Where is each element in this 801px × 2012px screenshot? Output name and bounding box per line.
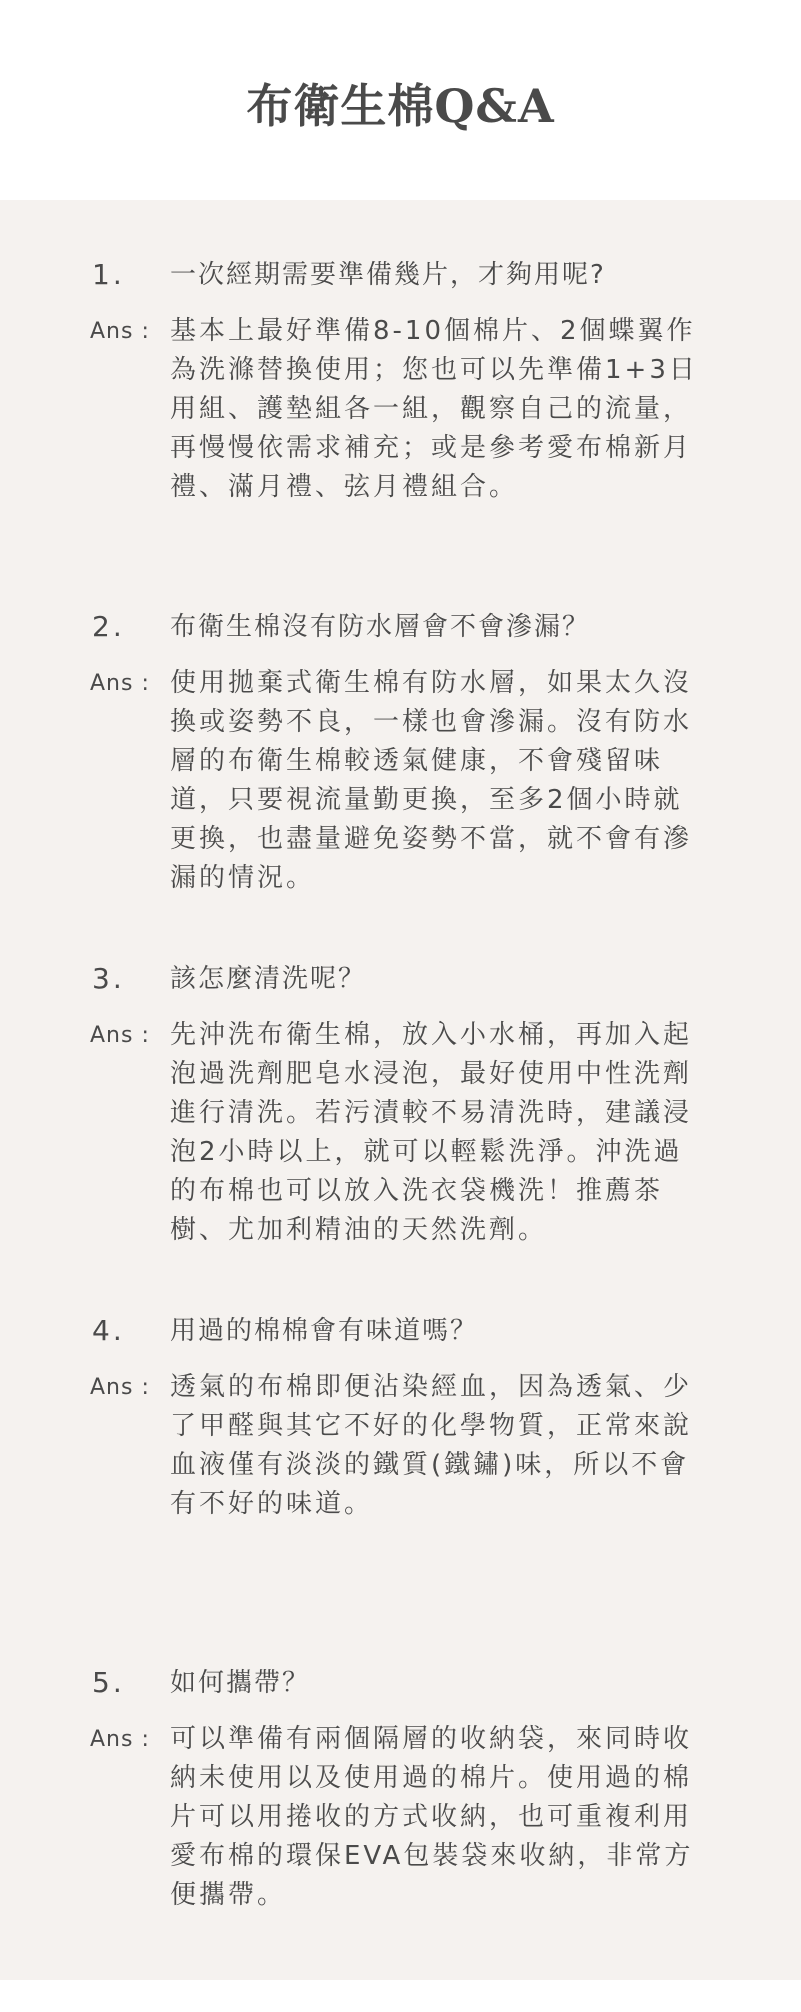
answer-label: Ans : (90, 1727, 150, 1752)
answer-text: 基本上最好準備8-10個棉片、2個蝶翼作為洗滌替換使用；您也可以先準備1+3日用組、護墊組各一組，觀察自己的流量，再慢慢依需求補充；或是參考愛布棉新月禮、滿月禮、弦月禮組合。 (170, 316, 698, 502)
question-text: 一次經期需要準備幾片，才夠用呢? (170, 260, 606, 290)
answer-label: Ans : (90, 671, 150, 696)
answer-label: Ans : (90, 319, 150, 344)
question-number: 1. (92, 258, 125, 291)
answer-text: 先沖洗布衛生棉，放入小水桶，再加入起泡過洗劑肥皂水浸泡，最好使用中性洗劑進行清洗。若污漬較不易清洗時，建議浸泡2小時以上，就可以輕鬆洗淨。沖洗過的布棉也可以放入洗衣袋機洗！推薦茶樹、尤加利精油的天然洗劑。 (170, 1020, 693, 1245)
answer-text: 透氣的布棉即便沾染經血，因為透氣、少了甲醛與其它不好的化學物質，正常來說血液僅有淡淡的鐵質(鐵鏽)味，所以不會有不好的味道。 (170, 1372, 693, 1519)
faq-list (0, 200, 801, 1980)
answer-text: 可以準備有兩個隔層的收納袋，來同時收納未使用以及使用過的棉片。使用過的棉片可以用捲收的方式收納，也可重複利用愛布棉的環保EVA包裝袋來收納，非常方便攜帶。 (170, 1724, 694, 1910)
page-title: 布衛生棉Q&A (246, 79, 555, 133)
faq-item-1 (0, 252, 801, 604)
question-number: 4. (92, 1314, 125, 1347)
faq-item-2 (0, 604, 801, 956)
question-number: 5. (92, 1666, 125, 1699)
answer-label: Ans : (90, 1023, 150, 1048)
faq-item-5 (0, 1660, 801, 2012)
faq-item-3 (0, 956, 801, 1308)
answer-label: Ans : (90, 1375, 150, 1400)
question-text: 如何攜帶？ (170, 1668, 311, 1698)
page-header (0, 0, 801, 200)
faq-item-4 (0, 1308, 801, 1660)
question-text: 用過的棉棉會有味道嗎？ (170, 1316, 479, 1346)
question-text: 布衛生棉沒有防水層會不會滲漏？ (170, 612, 591, 642)
question-number: 2. (92, 610, 125, 643)
question-number: 3. (92, 962, 125, 995)
answer-text: 使用拋棄式衛生棉有防水層，如果太久沒換或姿勢不良，一樣也會滲漏。沒有防水層的布衛生棉較透氣健康，不會殘留味道，只要視流量勤更換，至多2個小時就更換，也盡量避免姿勢不當，就不會有滲漏的情況。 (170, 668, 693, 893)
question-text: 該怎麼清洗呢？ (170, 964, 367, 994)
